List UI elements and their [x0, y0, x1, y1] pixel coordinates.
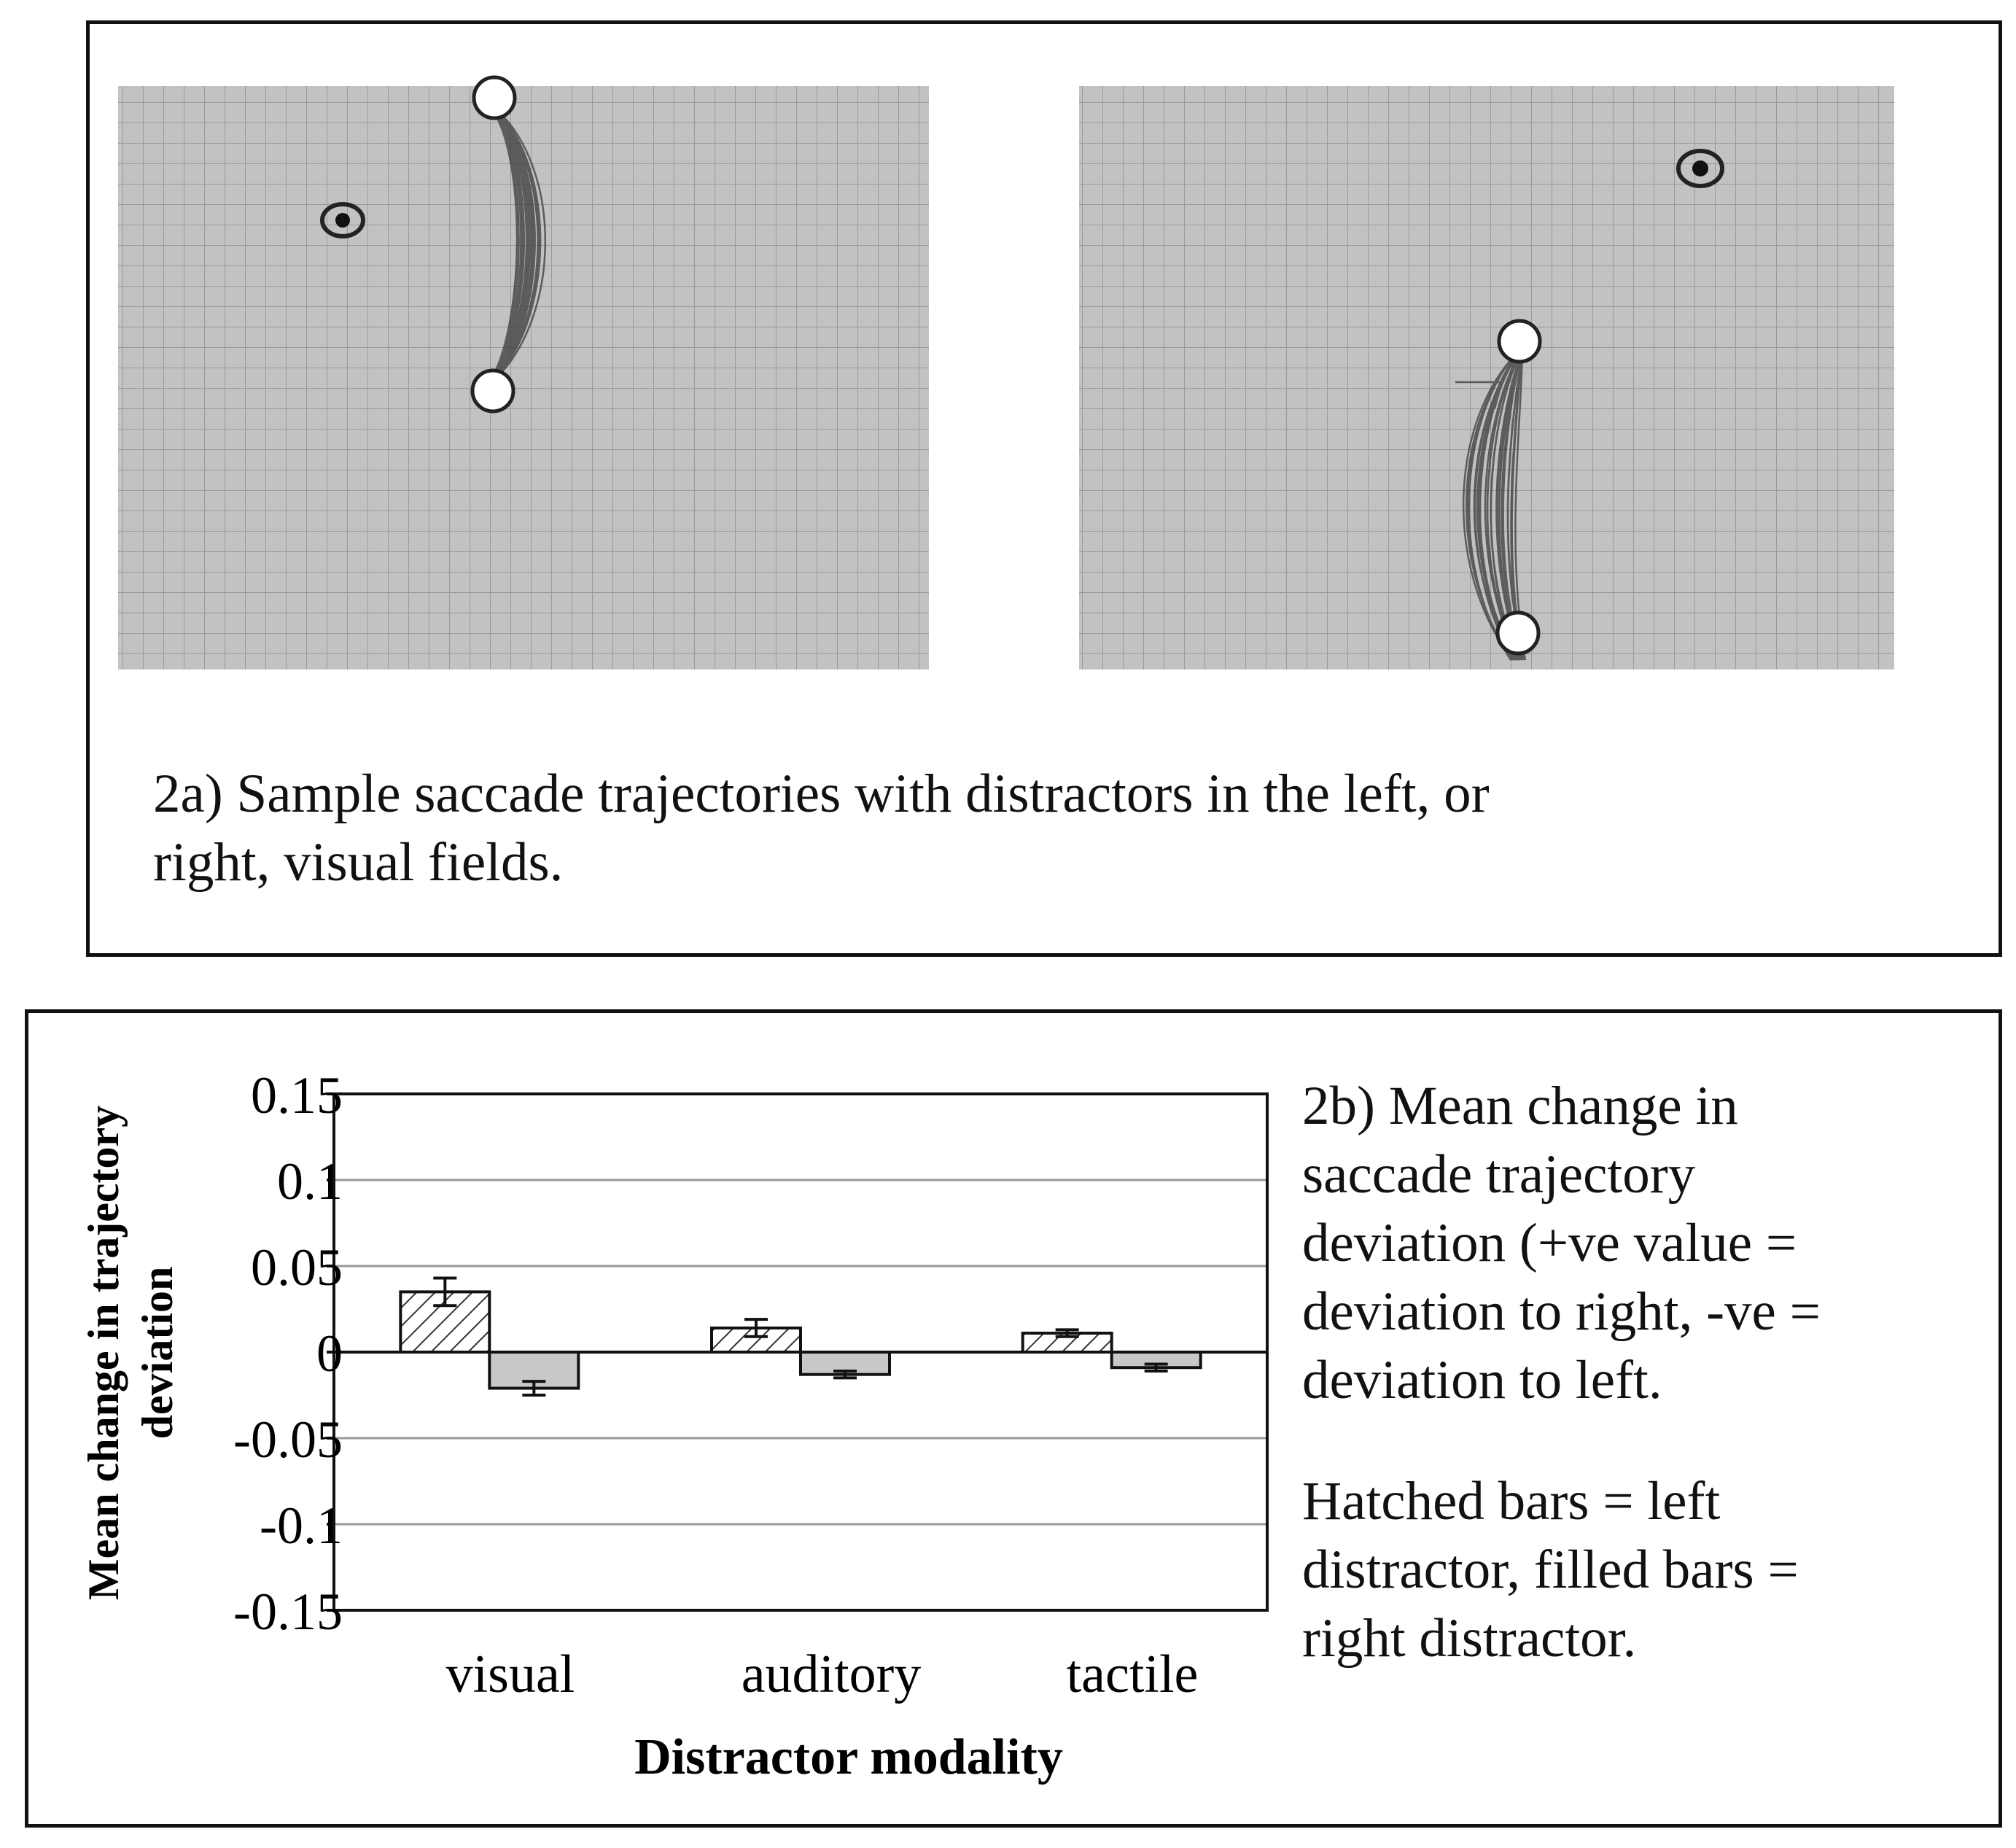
end-marker-left	[472, 370, 513, 411]
x-tick-label: tactile	[1066, 1645, 1199, 1704]
caption-2b-line-3: deviation (+ve value =	[1302, 1213, 1797, 1273]
legend-note-line-3: right distractor.	[1302, 1608, 1637, 1669]
caption-2b-line-1: 2b) Mean change in	[1302, 1076, 1738, 1136]
legend-note	[1302, 1467, 1958, 1673]
y-axis-title	[79, 1106, 182, 1600]
y-tick-label: -0.05	[233, 1410, 343, 1469]
trajectory-plot-left	[118, 77, 929, 669]
caption-2b-line-5: deviation to left.	[1302, 1350, 1662, 1410]
y-tick-label: 0.1	[277, 1152, 343, 1211]
start-marker-right	[1499, 321, 1540, 362]
x-tick-label: visual	[445, 1645, 575, 1704]
y-tick-label: 0	[316, 1324, 343, 1383]
caption-2b-line-2: saccade trajectory	[1302, 1144, 1696, 1205]
bar-chart	[0, 1021, 1298, 1823]
y-tick-label: 0.15	[251, 1066, 343, 1125]
y-tick-label: -0.15	[233, 1583, 343, 1641]
x-axis-title: Distractor modality	[634, 1729, 1063, 1785]
caption-2a-line-1: 2a) Sample saccade trajectories with distractors in the left, or	[153, 764, 1490, 824]
x-tick-label: auditory	[741, 1645, 922, 1704]
legend-note-line-1: Hatched bars = left	[1302, 1471, 1721, 1531]
start-marker-left	[474, 77, 515, 118]
y-tick-label: 0.05	[251, 1238, 343, 1297]
y-tick-label: -0.1	[260, 1496, 343, 1555]
trajectory-plot-right	[1079, 86, 1894, 669]
caption-2a-line-2: right, visual fields.	[153, 832, 564, 893]
y-axis-title-line: Mean change in trajectory	[79, 1105, 128, 1601]
caption-2a	[153, 760, 1903, 897]
end-marker-right	[1498, 613, 1538, 653]
legend-note-line-2: distractor, filled bars =	[1302, 1540, 1799, 1600]
caption-2b	[1302, 1072, 1958, 1415]
y-axis-title-line: deviation	[133, 1266, 182, 1440]
caption-2b-line-4: deviation to right, -ve =	[1302, 1281, 1821, 1342]
